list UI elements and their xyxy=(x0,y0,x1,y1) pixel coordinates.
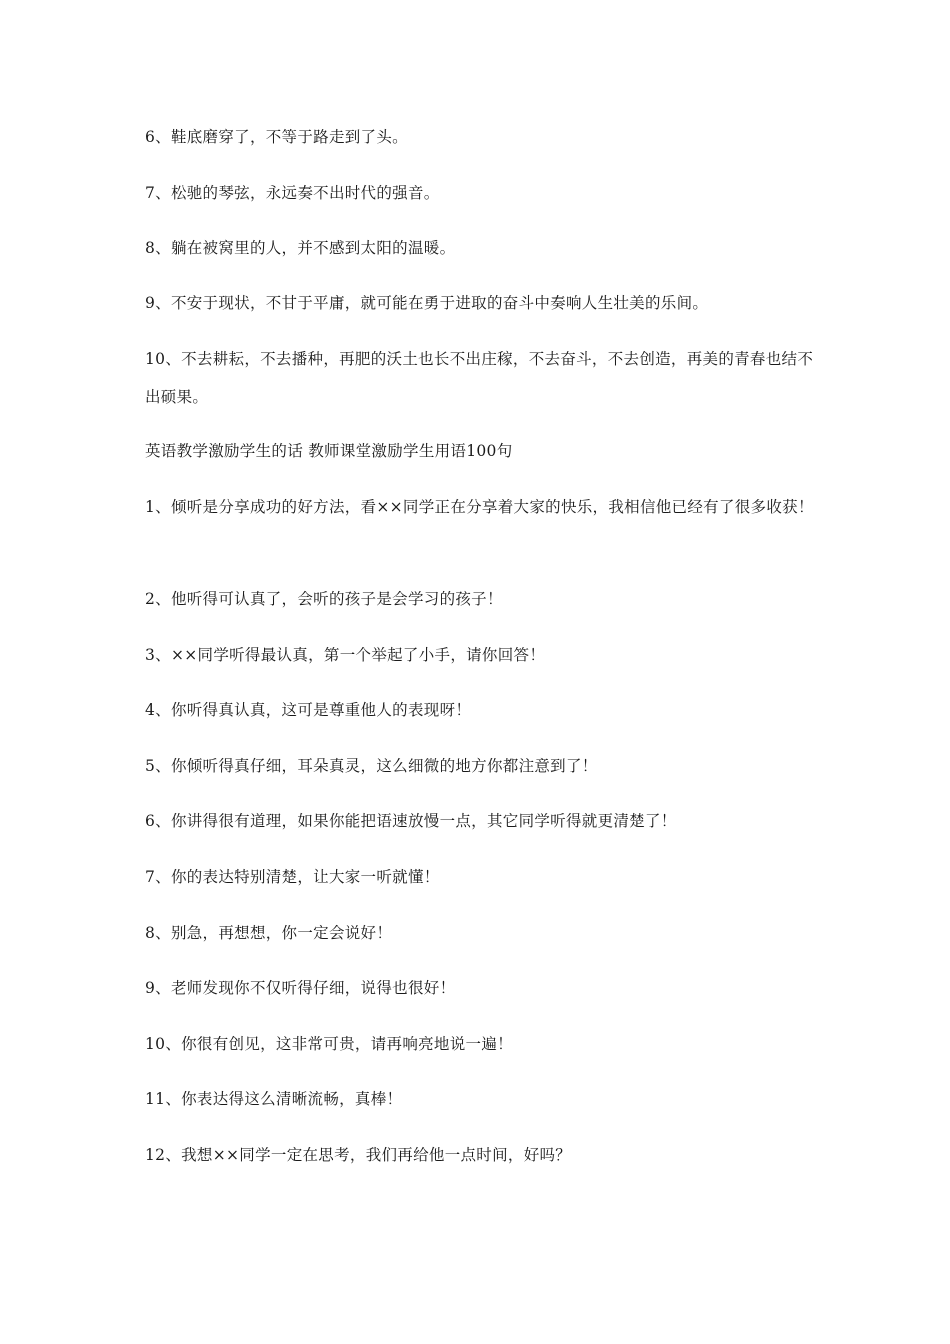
list-item: 8、躺在被窝里的人，并不感到太阳的温暖。 xyxy=(145,239,456,257)
list-item: 11、你表达得这么清晰流畅，真棒！ xyxy=(145,1090,403,1108)
list-item: 5、你倾听得真仔细，耳朵真灵，这么细微的地方你都注意到了！ xyxy=(145,757,598,775)
list-item: 10、你很有创见，这非常可贵，请再响亮地说一遍！ xyxy=(145,1035,513,1053)
list-item: 2、他听得可认真了，会听的孩子是会学习的孩子！ xyxy=(145,590,503,608)
list-item: 6、鞋底磨穿了，不等于路走到了头。 xyxy=(145,128,408,146)
section-heading: 英语教学激励学生的话 教师课堂激励学生用语100句 xyxy=(145,442,513,460)
list-item: 10、不去耕耘，不去播种，再肥的沃土也长不出庄稼，不去奋斗，不去创造，再美的青春也结不出硕果。 xyxy=(145,350,814,406)
list-item: 9、老师发现你不仅听得仔细，说得也很好！ xyxy=(145,979,456,997)
list-item: 1、倾听是分享成功的好方法，看××同学正在分享着大家的快乐，我相信他已经有了很多收获！ xyxy=(145,498,814,516)
list-item: 3、××同学听得最认真，第一个举起了小手，请你回答！ xyxy=(145,646,546,664)
list-item: 9、不安于现状，不甘于平庸，就可能在勇于进取的奋斗中奏响人生壮美的乐间。 xyxy=(145,294,709,312)
list-item: 7、你的表达特别清楚，让大家一听就懂！ xyxy=(145,868,440,886)
list-item: 6、你讲得很有道理，如果你能把语速放慢一点，其它同学听得就更清楚了！ xyxy=(145,812,677,830)
list-item: 12、我想××同学一定在思考，我们再给他一点时间，好吗？ xyxy=(145,1146,572,1164)
list-item: 7、松驰的琴弦，永远奏不出时代的强音。 xyxy=(145,184,440,202)
list-item: 8、别急，再想想，你一定会说好！ xyxy=(145,924,393,942)
list-item: 4、你听得真认真，这可是尊重他人的表现呀！ xyxy=(145,701,472,719)
